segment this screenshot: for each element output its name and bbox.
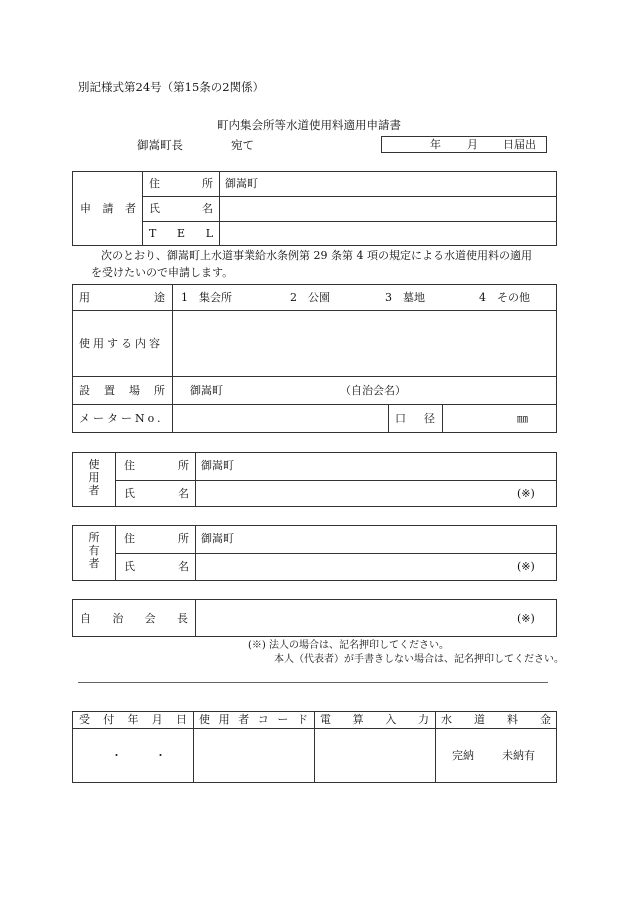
location-label: 設 置 場 所: [79, 384, 165, 397]
received-date-field[interactable]: ・ ・: [111, 749, 166, 762]
user-code-header: 使 用 者 コ ー ド: [199, 713, 308, 726]
user-name-label: 氏 名: [124, 487, 189, 500]
meter-number-label: メーターNo.: [79, 412, 164, 425]
association-name-note: （自治会名）: [340, 384, 406, 397]
addressee: 御嵩町長: [137, 138, 183, 152]
applicant-address-label: 住 所: [149, 177, 213, 190]
computer-entry-field[interactable]: [315, 729, 434, 782]
received-date-header: 受 付 年 月 日: [79, 713, 187, 726]
form-title: 町内集会所等水道使用料適用申請書: [217, 118, 401, 132]
form-number: 別記様式第24号（第15条の2関係）: [78, 80, 265, 94]
applicant-tel-field[interactable]: [220, 222, 556, 245]
user-name-field[interactable]: [196, 481, 496, 506]
user-code-field[interactable]: [194, 729, 313, 782]
owner-name-label: 氏 名: [124, 560, 189, 573]
purpose-option-other[interactable]: 4 その他: [479, 291, 530, 304]
chairman-seal-mark: (※): [517, 612, 535, 625]
meter-number-field[interactable]: [173, 405, 387, 432]
date-day-label: 日届出: [503, 138, 536, 151]
purpose-option-park[interactable]: 2 公園: [290, 291, 330, 304]
chairman-label: 自 治 会 長: [80, 612, 188, 625]
usage-content-field[interactable]: [173, 311, 556, 375]
water-fee-header: 水 道 料 金: [441, 713, 551, 726]
statement-line1: 次のとおり、御嵩町上水道事業給水条例第 29 条第 4 項の規定による水道使用料の適用: [101, 249, 532, 262]
computer-entry-header: 電 算 入 力: [320, 713, 429, 726]
applicant-section-label: 申 請 者: [80, 202, 136, 215]
date-month-label: 月: [467, 138, 478, 151]
user-address-field[interactable]: 御嵩町: [201, 459, 234, 472]
purpose-option-cemetery[interactable]: 3 墓地: [385, 291, 425, 304]
owner-address-label: 住 所: [124, 532, 189, 545]
location-field[interactable]: 御嵩町: [190, 384, 223, 397]
applicant-address-field[interactable]: 御嵩町: [225, 177, 258, 190]
applicant-name-label: 氏 名: [149, 202, 213, 215]
owner-address-field[interactable]: 御嵩町: [201, 532, 234, 545]
note-corporation: (※) 法人の場合は、記名押印してください。: [248, 640, 449, 651]
fee-unpaid-option[interactable]: 未納有: [502, 749, 535, 762]
note-handwriting: 本人（代表者）が手書きしない場合は、記名押印してください。: [274, 654, 564, 665]
diameter-label: 口 径: [395, 412, 435, 425]
usage-content-label: 使用する内容: [79, 337, 163, 350]
owner-name-field[interactable]: [196, 554, 496, 580]
applicant-name-field[interactable]: [220, 197, 556, 220]
user-address-label: 住 所: [124, 459, 189, 472]
user-seal-mark: (※): [517, 487, 535, 500]
purpose-label: 用 途: [79, 291, 165, 304]
purpose-option-meeting-hall[interactable]: 1 集会所: [181, 291, 232, 304]
statement-line2: を受けたいので申請します。: [91, 266, 234, 279]
applicant-tel-label: T E L: [149, 227, 213, 240]
owner-seal-mark: (※): [517, 560, 535, 573]
diameter-unit: ㎜: [517, 412, 528, 425]
office-use-divider: [78, 682, 548, 683]
user-section-label: 使 用 者: [88, 458, 100, 498]
chairman-name-field[interactable]: [196, 600, 496, 636]
owner-section-label: 所 有 者: [88, 531, 100, 571]
fee-paid-option[interactable]: 完納: [452, 749, 474, 762]
date-year-label: 年: [430, 138, 441, 151]
addressee-suffix: 宛て: [231, 138, 254, 152]
